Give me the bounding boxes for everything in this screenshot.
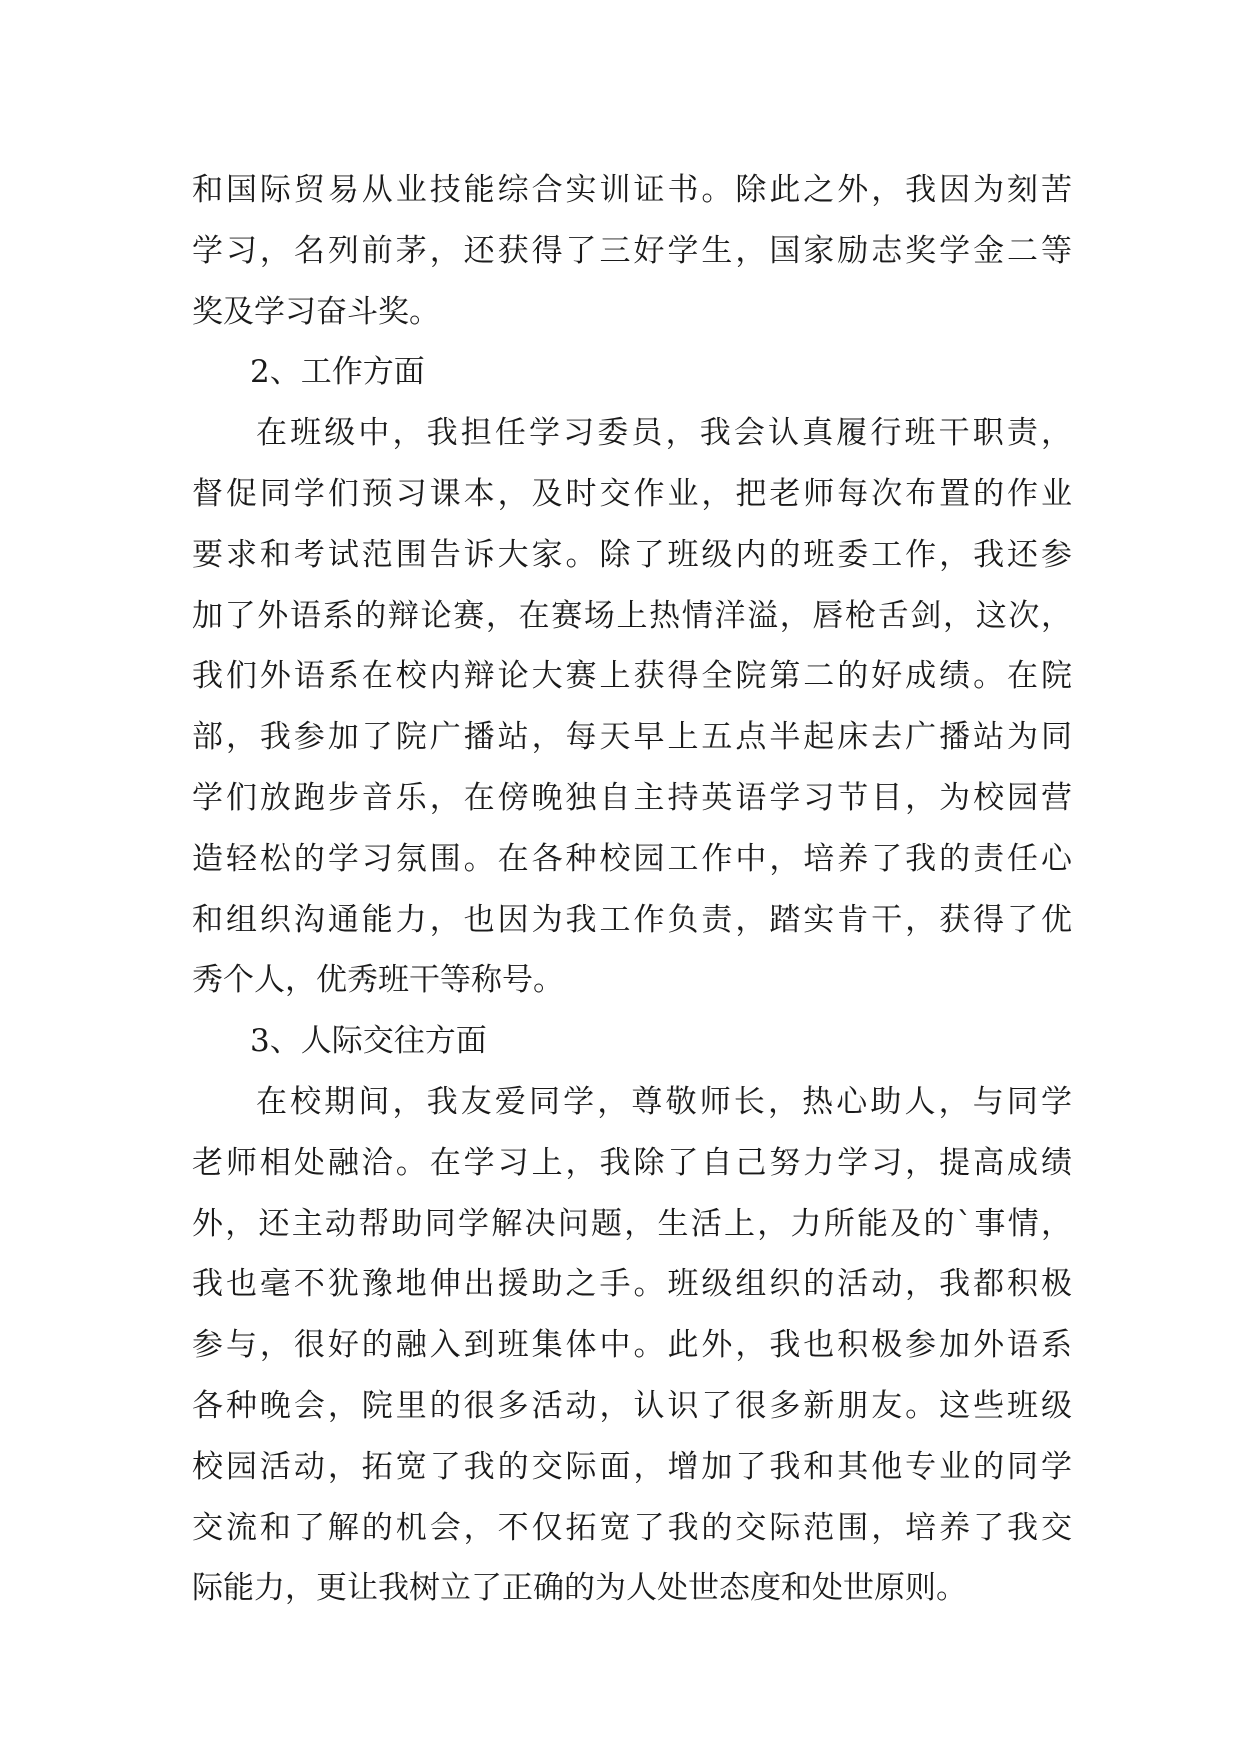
text-line: 造轻松的学习氛围。在各种校园工作中，培养了我的责任心 bbox=[192, 840, 1072, 877]
text-line: 我们外语系在校内辩论大赛上获得全院第二的好成绩。在院 bbox=[192, 658, 1072, 695]
text-line: 学们放跑步音乐，在傍晚独自主持英语学习节目，为校园营 bbox=[192, 779, 1072, 816]
text-line: 交流和了解的机会，不仅拓宽了我的交际范围，培养了我交 bbox=[192, 1509, 1072, 1546]
text-line: 老师相处融洽。在学习上，我除了自己努力学习，提高成绩 bbox=[192, 1144, 1072, 1181]
text-line: 在校期间，我友爱同学，尊敬师长，热心助人，与同学 bbox=[256, 1083, 1072, 1120]
section-heading-interpersonal: 3、人际交往方面 bbox=[250, 1023, 487, 1060]
text-line: 要求和考试范围告诉大家。除了班级内的班委工作，我还参 bbox=[192, 536, 1072, 573]
document-body bbox=[192, 160, 1072, 1619]
text-line: 校园活动，拓宽了我的交际面，增加了我和其他专业的同学 bbox=[192, 1448, 1072, 1485]
text-line: 外，还主动帮助同学解决问题，生活上，力所能及的`事情， bbox=[192, 1205, 1072, 1242]
text-line: 加了外语系的辩论赛，在赛场上热情洋溢，唇枪舌剑，这次， bbox=[192, 597, 1072, 634]
text-line: 秀个人，优秀班干等称号。 bbox=[192, 962, 564, 999]
section-heading-work: 2、工作方面 bbox=[250, 354, 425, 391]
text-line: 我也毫不犹豫地伸出援助之手。班级组织的活动，我都积极 bbox=[192, 1266, 1072, 1303]
text-line: 督促同学们预习课本，及时交作业，把老师每次布置的作业 bbox=[192, 475, 1072, 512]
text-line: 际能力，更让我树立了正确的为人处世态度和处世原则。 bbox=[192, 1570, 967, 1607]
text-line: 参与，很好的融入到班集体中。此外，我也积极参加外语系 bbox=[192, 1327, 1072, 1364]
text-line: 各种晚会，院里的很多活动，认识了很多新朋友。这些班级 bbox=[192, 1387, 1072, 1424]
text-line: 奖及学习奋斗奖。 bbox=[192, 293, 440, 330]
text-line: 学习，名列前茅，还获得了三好学生，国家励志奖学金二等 bbox=[192, 232, 1072, 269]
text-line: 在班级中，我担任学习委员，我会认真履行班干职责， bbox=[256, 415, 1072, 452]
text-line: 和组织沟通能力，也因为我工作负责，踏实肯干，获得了优 bbox=[192, 901, 1072, 938]
text-line: 和国际贸易从业技能综合实训证书。除此之外，我因为刻苦 bbox=[192, 172, 1072, 208]
text-line: 部，我参加了院广播站，每天早上五点半起床去广播站为同 bbox=[192, 719, 1072, 756]
